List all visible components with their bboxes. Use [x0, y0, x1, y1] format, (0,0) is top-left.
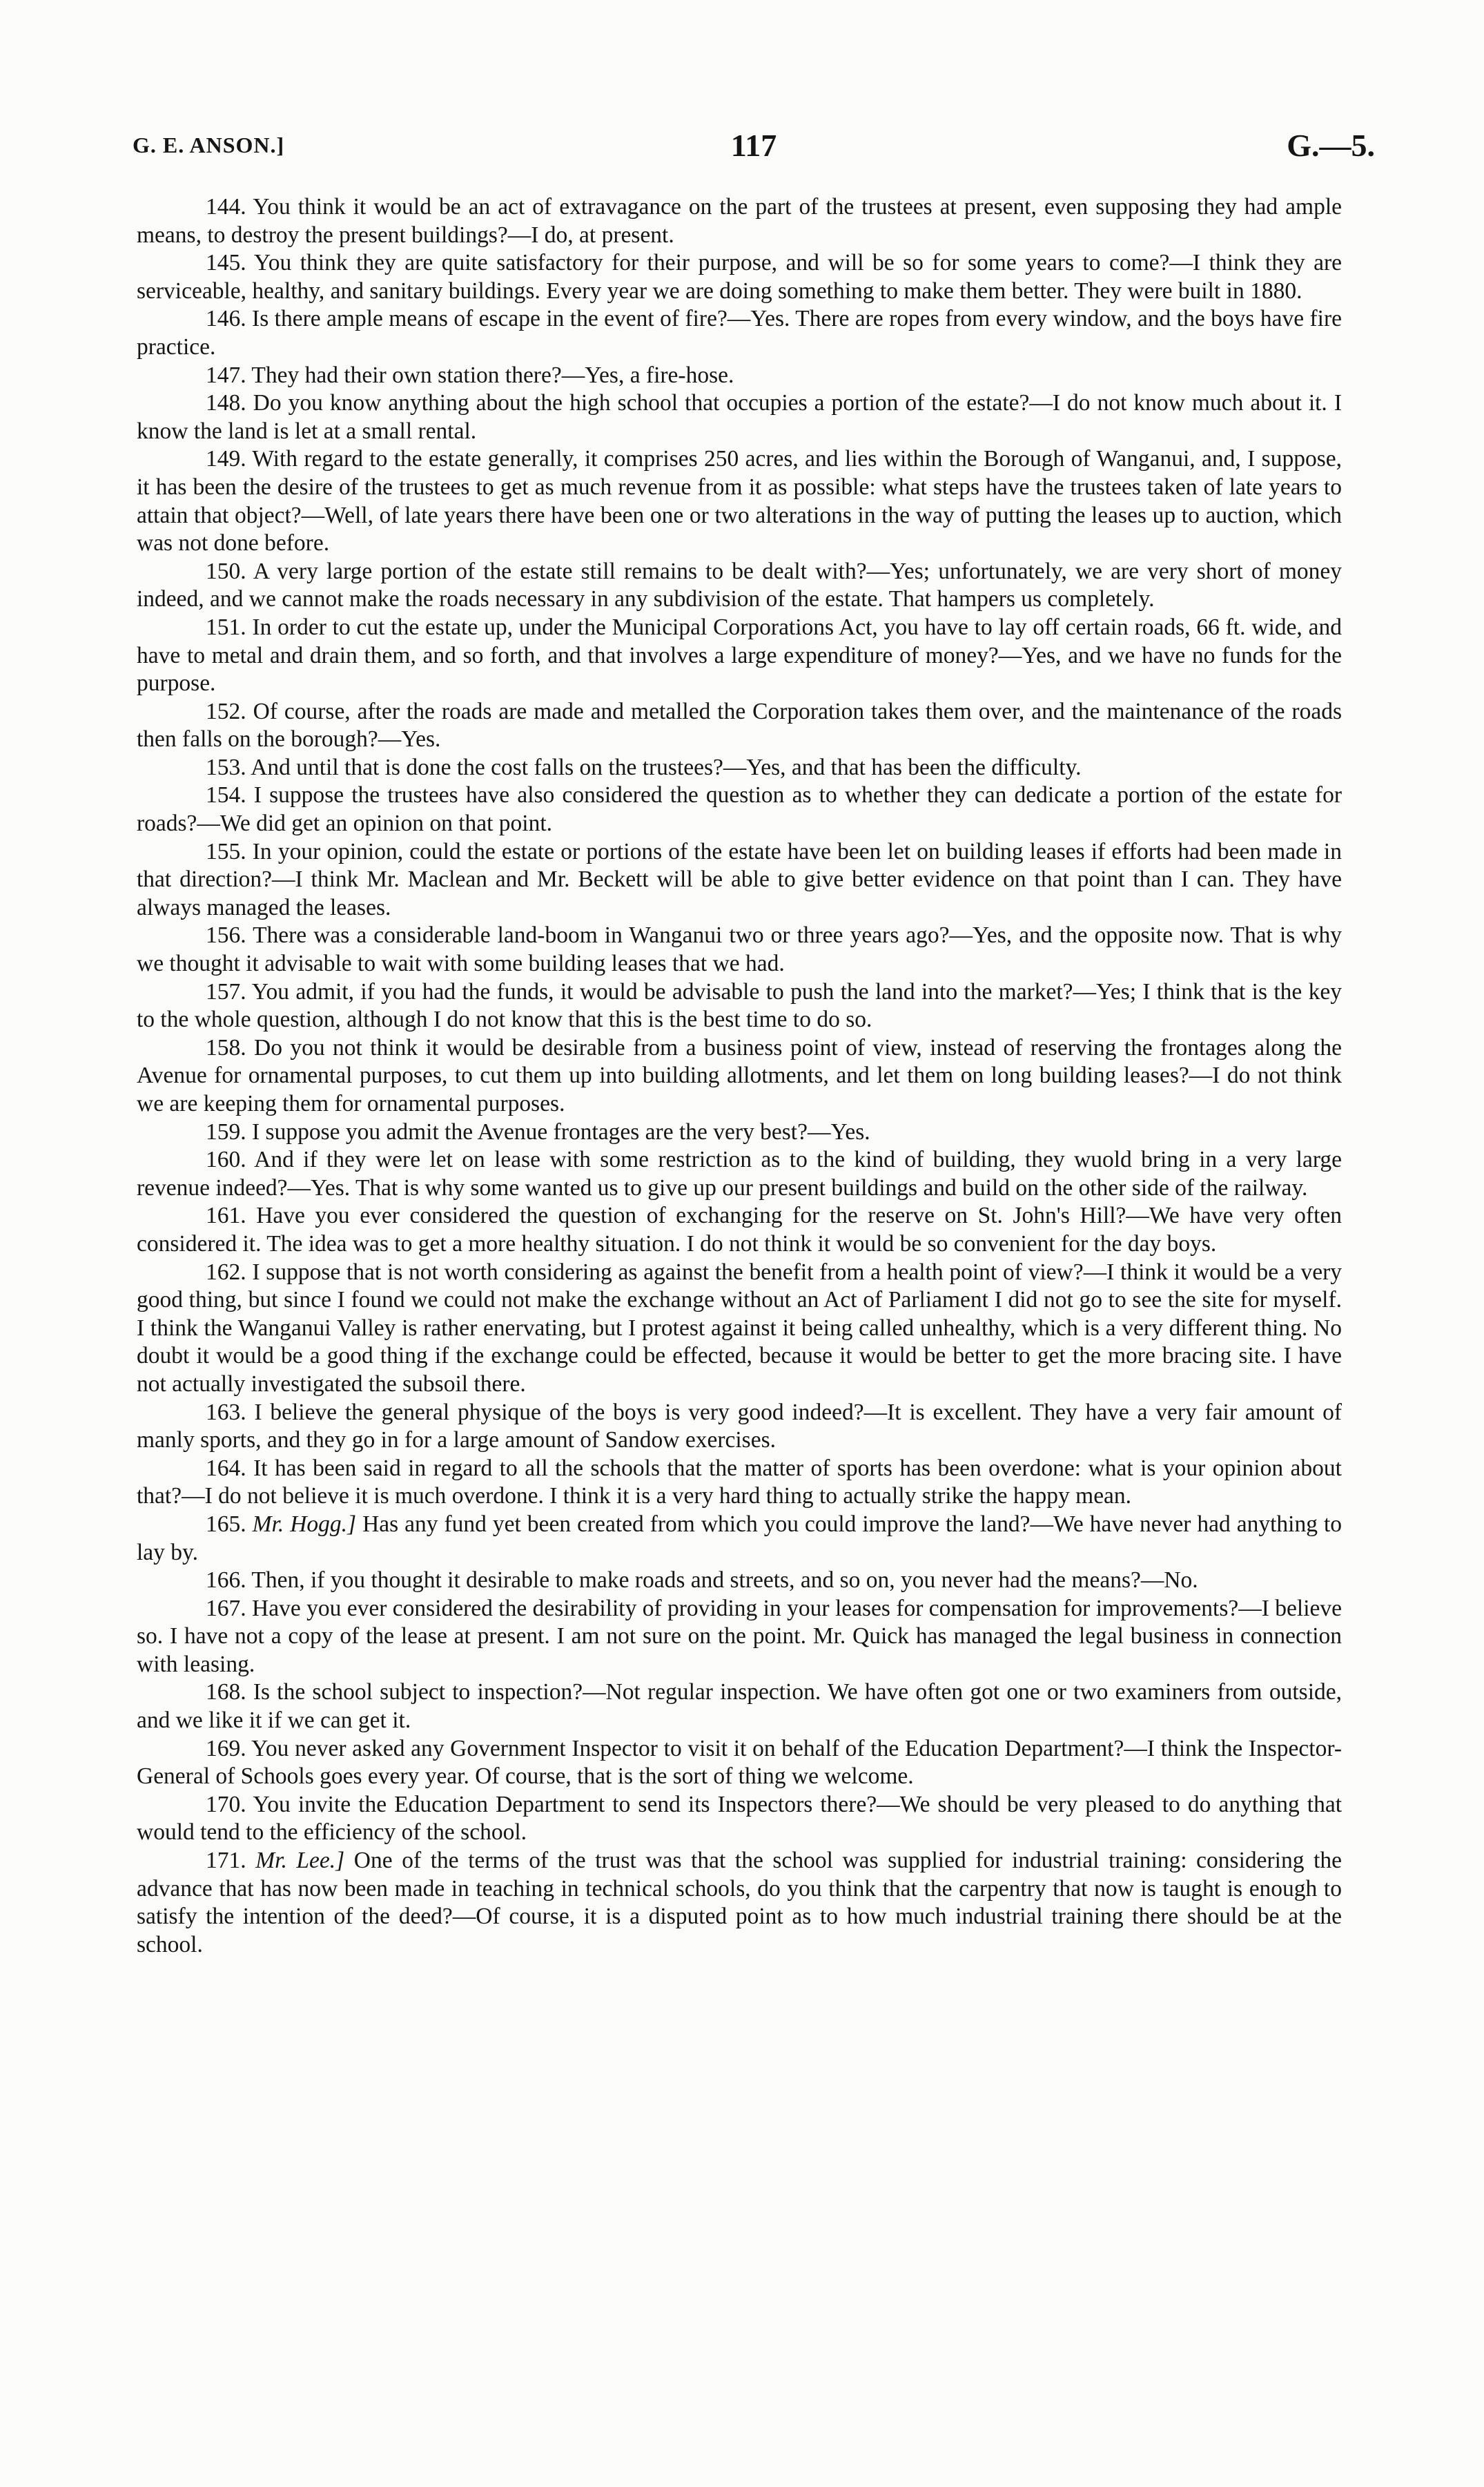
paragraph-147	[137, 362, 1342, 390]
paragraph-161	[137, 1202, 1342, 1258]
paragraph-text: 168. Is the school subject to inspection?—Not regular inspection. We have often got one or two examiners from outside, and we like it if we can get it.	[137, 1679, 1342, 1734]
paragraph-text: 166. Then, if you thought it desirable to make roads and streets, and so on, you never had the means?—No.	[206, 1567, 1198, 1594]
paragraph-164	[137, 1455, 1342, 1511]
paragraph-text: 156. There was a considerable land-boom in Wanganui two or three years ago?—Yes, and the opposite now. That is why we thought it advisable to wait with some building leases that we had.	[137, 922, 1342, 977]
paragraph-157	[137, 978, 1342, 1034]
paragraph-text: 148. Do you know anything about the high school that occupies a portion of the estate?—I do not know much about it. I know the land is let at a small rental.	[137, 390, 1342, 444]
paragraph-text: Has any fund yet been created from which you could improve the land?—We have never had anything to lay by.	[137, 1511, 1343, 1565]
paragraph-text: 151. In order to cut the estate up, under the Municipal Corporations Act, you have to lay off certain roads, 66 ft. wide, and have to metal and drain them, and so forth, and that involves a large expenditure of money?—Yes, and we have no funds for the purpose.	[137, 614, 1342, 697]
paragraph-text: 161. Have you ever considered the question of exchanging for the reserve on St. John's Hill?—We have very often considered it. The idea was to get a more healthy situation. I do not think it would be so convenient for the day boys.	[137, 1203, 1342, 1257]
page-number: 117	[730, 128, 777, 163]
paragraph-text: 154. I suppose the trustees have also considered the question as to whether they can dedicate a portion of the estate for roads?—We did get an opinion on that point.	[137, 782, 1342, 837]
paragraph-149	[137, 445, 1342, 557]
paragraph-168	[137, 1678, 1342, 1734]
paragraph-165	[137, 1511, 1342, 1567]
paragraph-163	[137, 1399, 1342, 1455]
paragraph-text: 169. You never asked any Government Inspector to visit it on behalf of the Education Department?—I think the Inspector-General of Schools goes every year. Of course, that is the sort of thing we welcome.	[137, 1735, 1342, 1790]
paragraph-text: 158. Do you not think it would be desirable from a business point of view, instead of reserving the frontages along the Avenue for ornamental purposes, to cut them up into building allotments, and let them on long building leases?—I do not think we are keeping them for ornamental purposes.	[137, 1034, 1342, 1116]
paragraph-text: 157. You admit, if you had the funds, it would be advisable to push the land into the market?—Yes; I think that is the key to the whole question, although I do not know that this is the best time to do so.	[137, 978, 1342, 1033]
paragraph-number: 171.	[206, 1848, 246, 1874]
paragraph-170	[137, 1791, 1342, 1847]
paragraph-151	[137, 614, 1342, 698]
paragraph-154	[137, 782, 1342, 838]
paragraph-156	[137, 922, 1342, 978]
paragraph-152	[137, 698, 1342, 754]
paragraph-160	[137, 1146, 1342, 1202]
paragraph-169	[137, 1735, 1342, 1791]
paragraph-text: 170. You invite the Education Department to send its Inspectors there?—We should be very pleased to do anything that would tend to the efficiency of the school.	[137, 1791, 1342, 1846]
paragraph-text: 147. They had their own station there?—Yes, a fire-hose.	[206, 362, 734, 388]
paragraph-145	[137, 249, 1342, 305]
paragraph-text: 152. Of course, after the roads are made and metalled the Corporation takes them over, and the maintenance of the roads then falls on the borough?—Yes.	[137, 698, 1342, 753]
paragraph-155	[137, 838, 1342, 922]
paragraph-text: One of the terms of the trust was that the school was supplied for industrial training: considering the advance that has now been made in teaching in technical schools, do you think that the carpentry that now is taught is enough to satisfy the intention of the deed?—Of course, it is a disputed point as to how much industrial training there should be at the school.	[137, 1848, 1342, 1957]
paragraph-text: 149. With regard to the estate generally, it comprises 250 acres, and lies within the Borough of Wanganui, and, I suppose, it has been the desire of the trustees to get as much revenue from it as possible: what steps have the trustees taken of late years to attain that object?—Well, of late years there have been one or two alterations in the way of putting the leases up to auction, which was not done before.	[137, 446, 1342, 557]
paragraph-162	[137, 1259, 1342, 1399]
paragraph-text: 153. And until that is done the cost falls on the trustees?—Yes, and that has been the difficulty.	[206, 754, 1082, 780]
header-witness-name: G. E. ANSON.]	[133, 133, 285, 157]
paragraph-text: 155. In your opinion, could the estate or portions of the estate have been let on building leases if efforts had been made in that direction?—I think Mr. Maclean and Mr. Beckett will be able to give better evidence on that point than I can. They have always managed the leases.	[137, 838, 1342, 920]
paragraph-text: 150. A very large portion of the estate still remains to be dealt with?—Yes; unfortunately, we are very short of money indeed, and we cannot make the roads necessary in any subdivision of the estate. That hampers us completely.	[137, 558, 1342, 612]
paragraph-150	[137, 558, 1342, 614]
page-body	[137, 193, 1342, 1959]
paragraph-number: 165.	[206, 1511, 246, 1537]
paragraph-text: 145. You think they are quite satisfactory for their purpose, and will be so for some years to come?—I think they are serviceable, healthy, and sanitary buildings. Every year we are doing something to make them better. They were built in 1880.	[137, 250, 1342, 304]
paragraph-text: 164. It has been said in regard to all the schools that the matter of sports has been overdone: what is your opinion about that?—I do not believe it is much overdone. I think it is a very hard thing to actually strike the happy mean.	[137, 1455, 1342, 1509]
paragraph-158	[137, 1034, 1342, 1119]
paragraph-text: 163. I believe the general physique of the boys is very good indeed?—It is excellent. They have a very fair amount of manly sports, and they go in for a large amount of Sandow exercises.	[137, 1399, 1342, 1453]
paragraph-144	[137, 193, 1342, 249]
paragraph-167	[137, 1595, 1342, 1679]
paragraph-text: 146. Is there ample means of escape in the event of fire?—Yes. There are ropes from every window, and the boys have fire practice.	[137, 306, 1342, 360]
paragraph-159	[137, 1119, 1342, 1147]
paragraph-166	[137, 1567, 1342, 1595]
speaker-label: Mr. Lee.]	[255, 1848, 345, 1874]
paragraph-148	[137, 389, 1342, 445]
paragraph-153	[137, 754, 1342, 782]
paragraph-171	[137, 1847, 1342, 1959]
paragraph-text: 167. Have you ever considered the desirability of providing in your leases for compensation for improvements?—I believe so. I have not a copy of the lease at present. I am not sure on the point. Mr. Quick has managed the legal business in connection with leasing.	[137, 1595, 1342, 1677]
speaker-label: Mr. Hogg.]	[252, 1511, 357, 1537]
page-header	[133, 127, 1375, 168]
paragraph-text: 160. And if they were let on lease with some restriction as to the kind of building, they wuold bring in a very large revenue indeed?—Yes. That is why some wanted us to give up our present buildings and build on the other side of the railway.	[137, 1147, 1342, 1201]
paragraph-text: 159. I suppose you admit the Avenue frontages are the very best?—Yes.	[206, 1119, 870, 1145]
paragraph-146	[137, 305, 1342, 361]
paragraph-text: 144. You think it would be an act of extravagance on the part of the trustees at present, even supposing they had ample means, to destroy the present buildings?—I do, at present.	[137, 194, 1342, 248]
document-reference: G.—5.	[1287, 128, 1375, 163]
paragraph-text: 162. I suppose that is not worth considering as against the benefit from a health point of view?—I think it would be a very good thing, but since I found we could not make the exchange without an Act of Parliament I did not go to see the site for myself. I think the Wanganui Valley is rather enervating, but I protest against it being called unhealthy, which is a very different thing. No doubt it would be a good thing if the exchange could be effected, because it would be better to get the more bracing site. I have not actually investigated the subsoil there.	[137, 1259, 1342, 1397]
